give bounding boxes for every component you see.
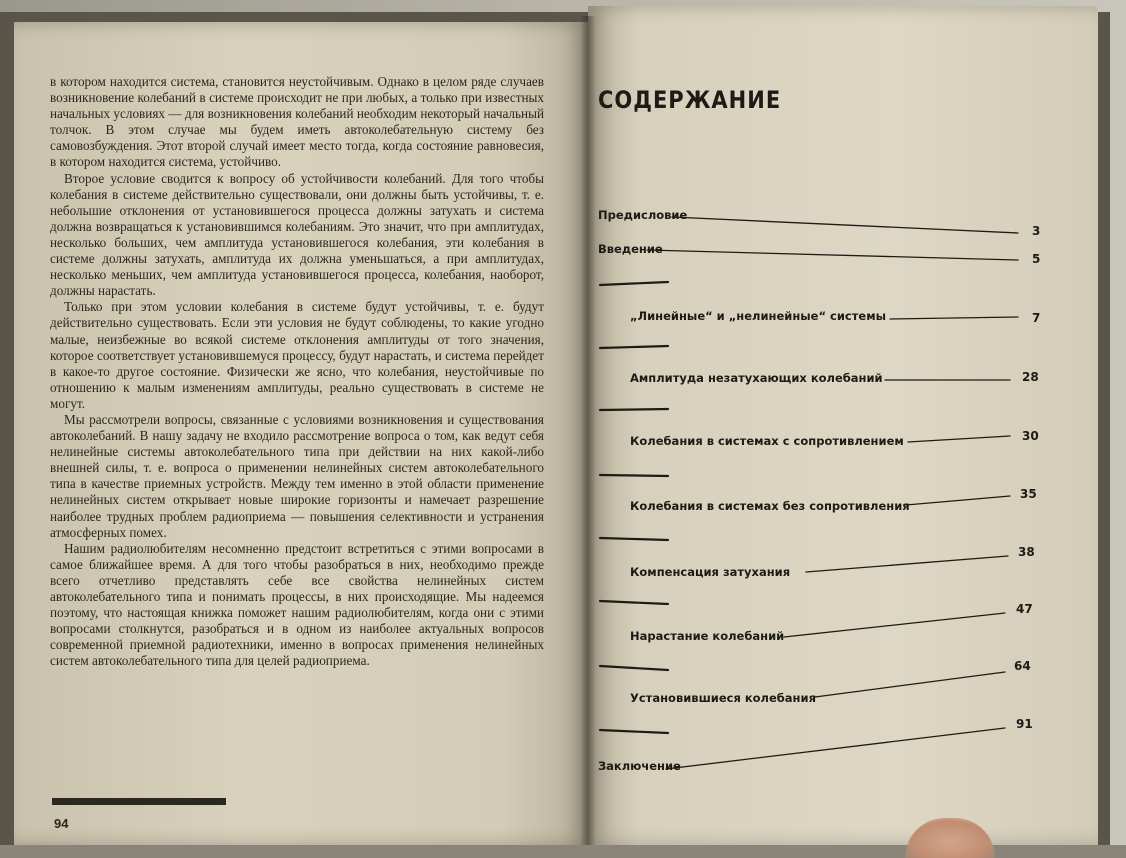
- toc-entry-page: 3: [1032, 224, 1041, 238]
- toc-entry-page: 91: [1016, 717, 1033, 731]
- toc-entry-label: Заключение: [598, 759, 681, 773]
- toc-title: СОДЕРЖАНИЕ: [598, 86, 782, 114]
- toc-entry-label: Введение: [598, 242, 663, 256]
- toc-entry-label: Колебания в системах с сопротивлением: [630, 434, 904, 448]
- toc-entry-label: Амплитуда незатухающих колебаний: [630, 371, 883, 385]
- toc-entry-page: 30: [1022, 429, 1039, 443]
- paragraph: Второе условие сводится к вопросу об устойчивости колебаний. Для того чтобы колебания в системе действительно существовали, они должны быть устойчивы, т. е. небольшие отклонения от установившегося процесса должны затухать и система должна возвращаться к установившимся колебаниям. Это значит, что при амплитудах, несколько больших, чем амплитуда установившегося колебания, эти колебания в системе должны затухать, амплитуда их должна уменьшаться, а при амплитудах, несколько меньших, чем амплитуда установившегося процесса, колебания, наоборот, должны нарастать.: [50, 170, 544, 299]
- toc-entry-label: Компенсация затухания: [630, 565, 791, 579]
- page-number: 94: [54, 816, 69, 831]
- toc-entry-page: 7: [1032, 311, 1041, 325]
- paragraph: Нашим радиолюбителям несомненно предстоит встретиться с этими вопросами в самое ближайшее время. А для того чтобы разобраться в них, необходимо прежде всего отчетливо представлять себе все свойства нелинейных систем автоколебательного типа и понимать процессы, в них происходящие. Мы надеемся поэтому, что настоящая книжка поможет нашим радиолюбителям, когда они с этими вопросами столкнутся, разобраться и в одном из наиболее актуальных вопросов современной приемной радиотехники, именно в вопросах применения нелинейных систем автоколебательного типа для целей радиоприема.: [50, 540, 544, 669]
- toc-entry-page: 47: [1016, 602, 1033, 616]
- toc-entry-page: 35: [1020, 487, 1037, 501]
- toc-entry-page: 38: [1018, 545, 1035, 559]
- toc-entry-label: Нарастание колебаний: [630, 629, 785, 643]
- toc-entry-page: 64: [1014, 659, 1031, 673]
- toc-entry-page: 28: [1022, 370, 1039, 384]
- toc-entry-page: 5: [1032, 252, 1041, 266]
- toc-entry-label: Установившиеся колебания: [630, 691, 816, 705]
- paragraph: Мы рассмотрели вопросы, связанные с условиями возникновения и существования автоколебаний. В нашу задачу не входило рассмотрение вопроса о том, как ведут себя нелинейные системы автоколебательного типа при действии на них какой-либо внешней силы, т. е. вопроса о применении нелинейных систем автоколебательного типа в качестве приемных устройств. Между тем именно в этой области применение нелинейных систем открывает новые широкие горизонты и намечает разрешение наиболее трудных проблем радиоприема — повышения селективности и устранения атмосферных помех.: [50, 411, 544, 540]
- toc-entry-label: Предисловие: [598, 208, 688, 222]
- toc-entry-label: „Линейные“ и „нелинейные“ системы: [630, 309, 886, 323]
- paragraph: в котором находится система, становится неустойчивым. Однако в целом ряде случаев возникновение колебаний в системе происходит не при любых, а только при известных начальных условиях — для возникновения колебаний необходим некоторый начальный толчок. В этом случае мы будем иметь автоколебательную систему без самовозбуждения. Этот второй случай имеет место тогда, когда состояние равновесия, в котором находится система, устойчиво.: [50, 74, 544, 170]
- toc-entry-label: Колебания в системах без сопротивления: [630, 499, 910, 513]
- paragraph: Только при этом условии колебания в системе будут устойчивы, т. е. будут действительно существовать. Если эти условия не будут соблюдены, то какие угодно малые, неизбежные во всякой системе отклонения амплитуды от того значения, которое соответствует установившемуся процессу, будут нарастать, и система перейдет в какое-то другое состояние. Физически же ясно, что колебания, неустойчивые по отношению к малым изменениям амплитуды, реально существовать в системе не могут.: [50, 299, 544, 411]
